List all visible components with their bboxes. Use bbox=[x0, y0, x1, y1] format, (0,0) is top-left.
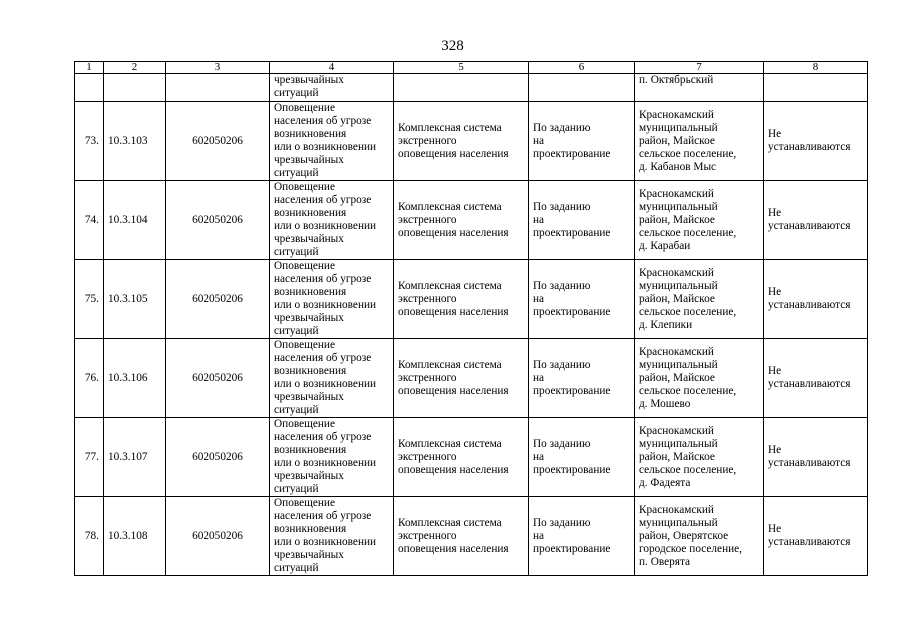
cell-zone bbox=[764, 74, 868, 102]
continuation-row bbox=[75, 74, 868, 102]
cell-purpose: Оповещение населения об угрозе возникновения или о возникновении чрезвычайных ситуаций bbox=[270, 497, 394, 576]
cell-purpose: Оповещение населения об угрозе возникновения или о возникновении чрезвычайных ситуаций bbox=[270, 181, 394, 260]
cell-number: 76. bbox=[75, 339, 104, 418]
table-row bbox=[75, 497, 868, 576]
cell-zone: Не устанавливаются bbox=[764, 418, 868, 497]
cell-status: По заданию на проектирование bbox=[529, 181, 635, 260]
cell-purpose: чрезвычайных ситуаций bbox=[270, 74, 394, 102]
cell-location: Краснокамский муниципальный район, Майское сельское поселение, д. Клепики bbox=[635, 260, 764, 339]
table-row bbox=[75, 102, 868, 181]
cell-system: Комплексная система экстренного оповещения населения bbox=[394, 260, 529, 339]
cell-status: По заданию на проектирование bbox=[529, 339, 635, 418]
cell-purpose: Оповещение населения об угрозе возникновения или о возникновении чрезвычайных ситуаций bbox=[270, 339, 394, 418]
column-number: 3 bbox=[166, 62, 270, 74]
cell-system: Комплексная система экстренного оповещения населения bbox=[394, 418, 529, 497]
cell-purpose: Оповещение населения об угрозе возникновения или о возникновении чрезвычайных ситуаций bbox=[270, 260, 394, 339]
cell-code bbox=[104, 74, 166, 102]
cell-purpose: Оповещение населения об угрозе возникновения или о возникновении чрезвычайных ситуаций bbox=[270, 418, 394, 497]
cell-location: Краснокамский муниципальный район, Майское сельское поселение, д. Кабанов Мыс bbox=[635, 102, 764, 181]
cell-zone: Не устанавливаются bbox=[764, 339, 868, 418]
column-number: 7 bbox=[635, 62, 764, 74]
column-number-row bbox=[75, 62, 868, 74]
cell-location: Краснокамский муниципальный район, Майское сельское поселение, д. Мошево bbox=[635, 339, 764, 418]
cell-code: 10.3.104 bbox=[104, 181, 166, 260]
cell-location: Краснокамский муниципальный район, Майское сельское поселение, д. Фадеята bbox=[635, 418, 764, 497]
cell-kbk: 602050206 bbox=[166, 418, 270, 497]
cell-code: 10.3.105 bbox=[104, 260, 166, 339]
page-number: 328 bbox=[441, 38, 464, 54]
table-row bbox=[75, 418, 868, 497]
column-number: 6 bbox=[529, 62, 635, 74]
cell-kbk: 602050206 bbox=[166, 260, 270, 339]
cell-status: По заданию на проектирование bbox=[529, 418, 635, 497]
column-number: 2 bbox=[104, 62, 166, 74]
cell-system: Комплексная система экстренного оповещения населения bbox=[394, 339, 529, 418]
cell-code: 10.3.106 bbox=[104, 339, 166, 418]
cell-status: По заданию на проектирование bbox=[529, 497, 635, 576]
cell-status: По заданию на проектирование bbox=[529, 260, 635, 339]
column-number: 4 bbox=[270, 62, 394, 74]
cell-location: п. Октябрьский bbox=[635, 74, 764, 102]
objects-table bbox=[74, 61, 868, 576]
cell-location: Краснокамский муниципальный район, Майское сельское поселение, д. Карабаи bbox=[635, 181, 764, 260]
cell-purpose: Оповещение населения об угрозе возникновения или о возникновении чрезвычайных ситуаций bbox=[270, 102, 394, 181]
cell-system: Комплексная система экстренного оповещения населения bbox=[394, 181, 529, 260]
cell-location: Краснокамский муниципальный район, Оверятское городское поселение, п. Оверята bbox=[635, 497, 764, 576]
cell-number bbox=[75, 74, 104, 102]
column-number: 5 bbox=[394, 62, 529, 74]
cell-code: 10.3.108 bbox=[104, 497, 166, 576]
column-number: 1 bbox=[75, 62, 104, 74]
cell-status: По заданию на проектирование bbox=[529, 102, 635, 181]
cell-number: 78. bbox=[75, 497, 104, 576]
cell-kbk: 602050206 bbox=[166, 339, 270, 418]
cell-number: 73. bbox=[75, 102, 104, 181]
cell-kbk: 602050206 bbox=[166, 497, 270, 576]
cell-code: 10.3.103 bbox=[104, 102, 166, 181]
cell-number: 74. bbox=[75, 181, 104, 260]
cell-number: 75. bbox=[75, 260, 104, 339]
cell-code: 10.3.107 bbox=[104, 418, 166, 497]
column-number: 8 bbox=[764, 62, 868, 74]
cell-kbk: 602050206 bbox=[166, 181, 270, 260]
cell-zone: Не устанавливаются bbox=[764, 260, 868, 339]
table-row bbox=[75, 260, 868, 339]
table-row bbox=[75, 339, 868, 418]
cell-kbk: 602050206 bbox=[166, 102, 270, 181]
cell-system bbox=[394, 74, 529, 102]
cell-system: Комплексная система экстренного оповещения населения bbox=[394, 497, 529, 576]
table-row bbox=[75, 181, 868, 260]
cell-zone: Не устанавливаются bbox=[764, 497, 868, 576]
cell-zone: Не устанавливаются bbox=[764, 181, 868, 260]
cell-status bbox=[529, 74, 635, 102]
cell-system: Комплексная система экстренного оповещения населения bbox=[394, 102, 529, 181]
cell-kbk bbox=[166, 74, 270, 102]
cell-zone: Не устанавливаются bbox=[764, 102, 868, 181]
cell-number: 77. bbox=[75, 418, 104, 497]
